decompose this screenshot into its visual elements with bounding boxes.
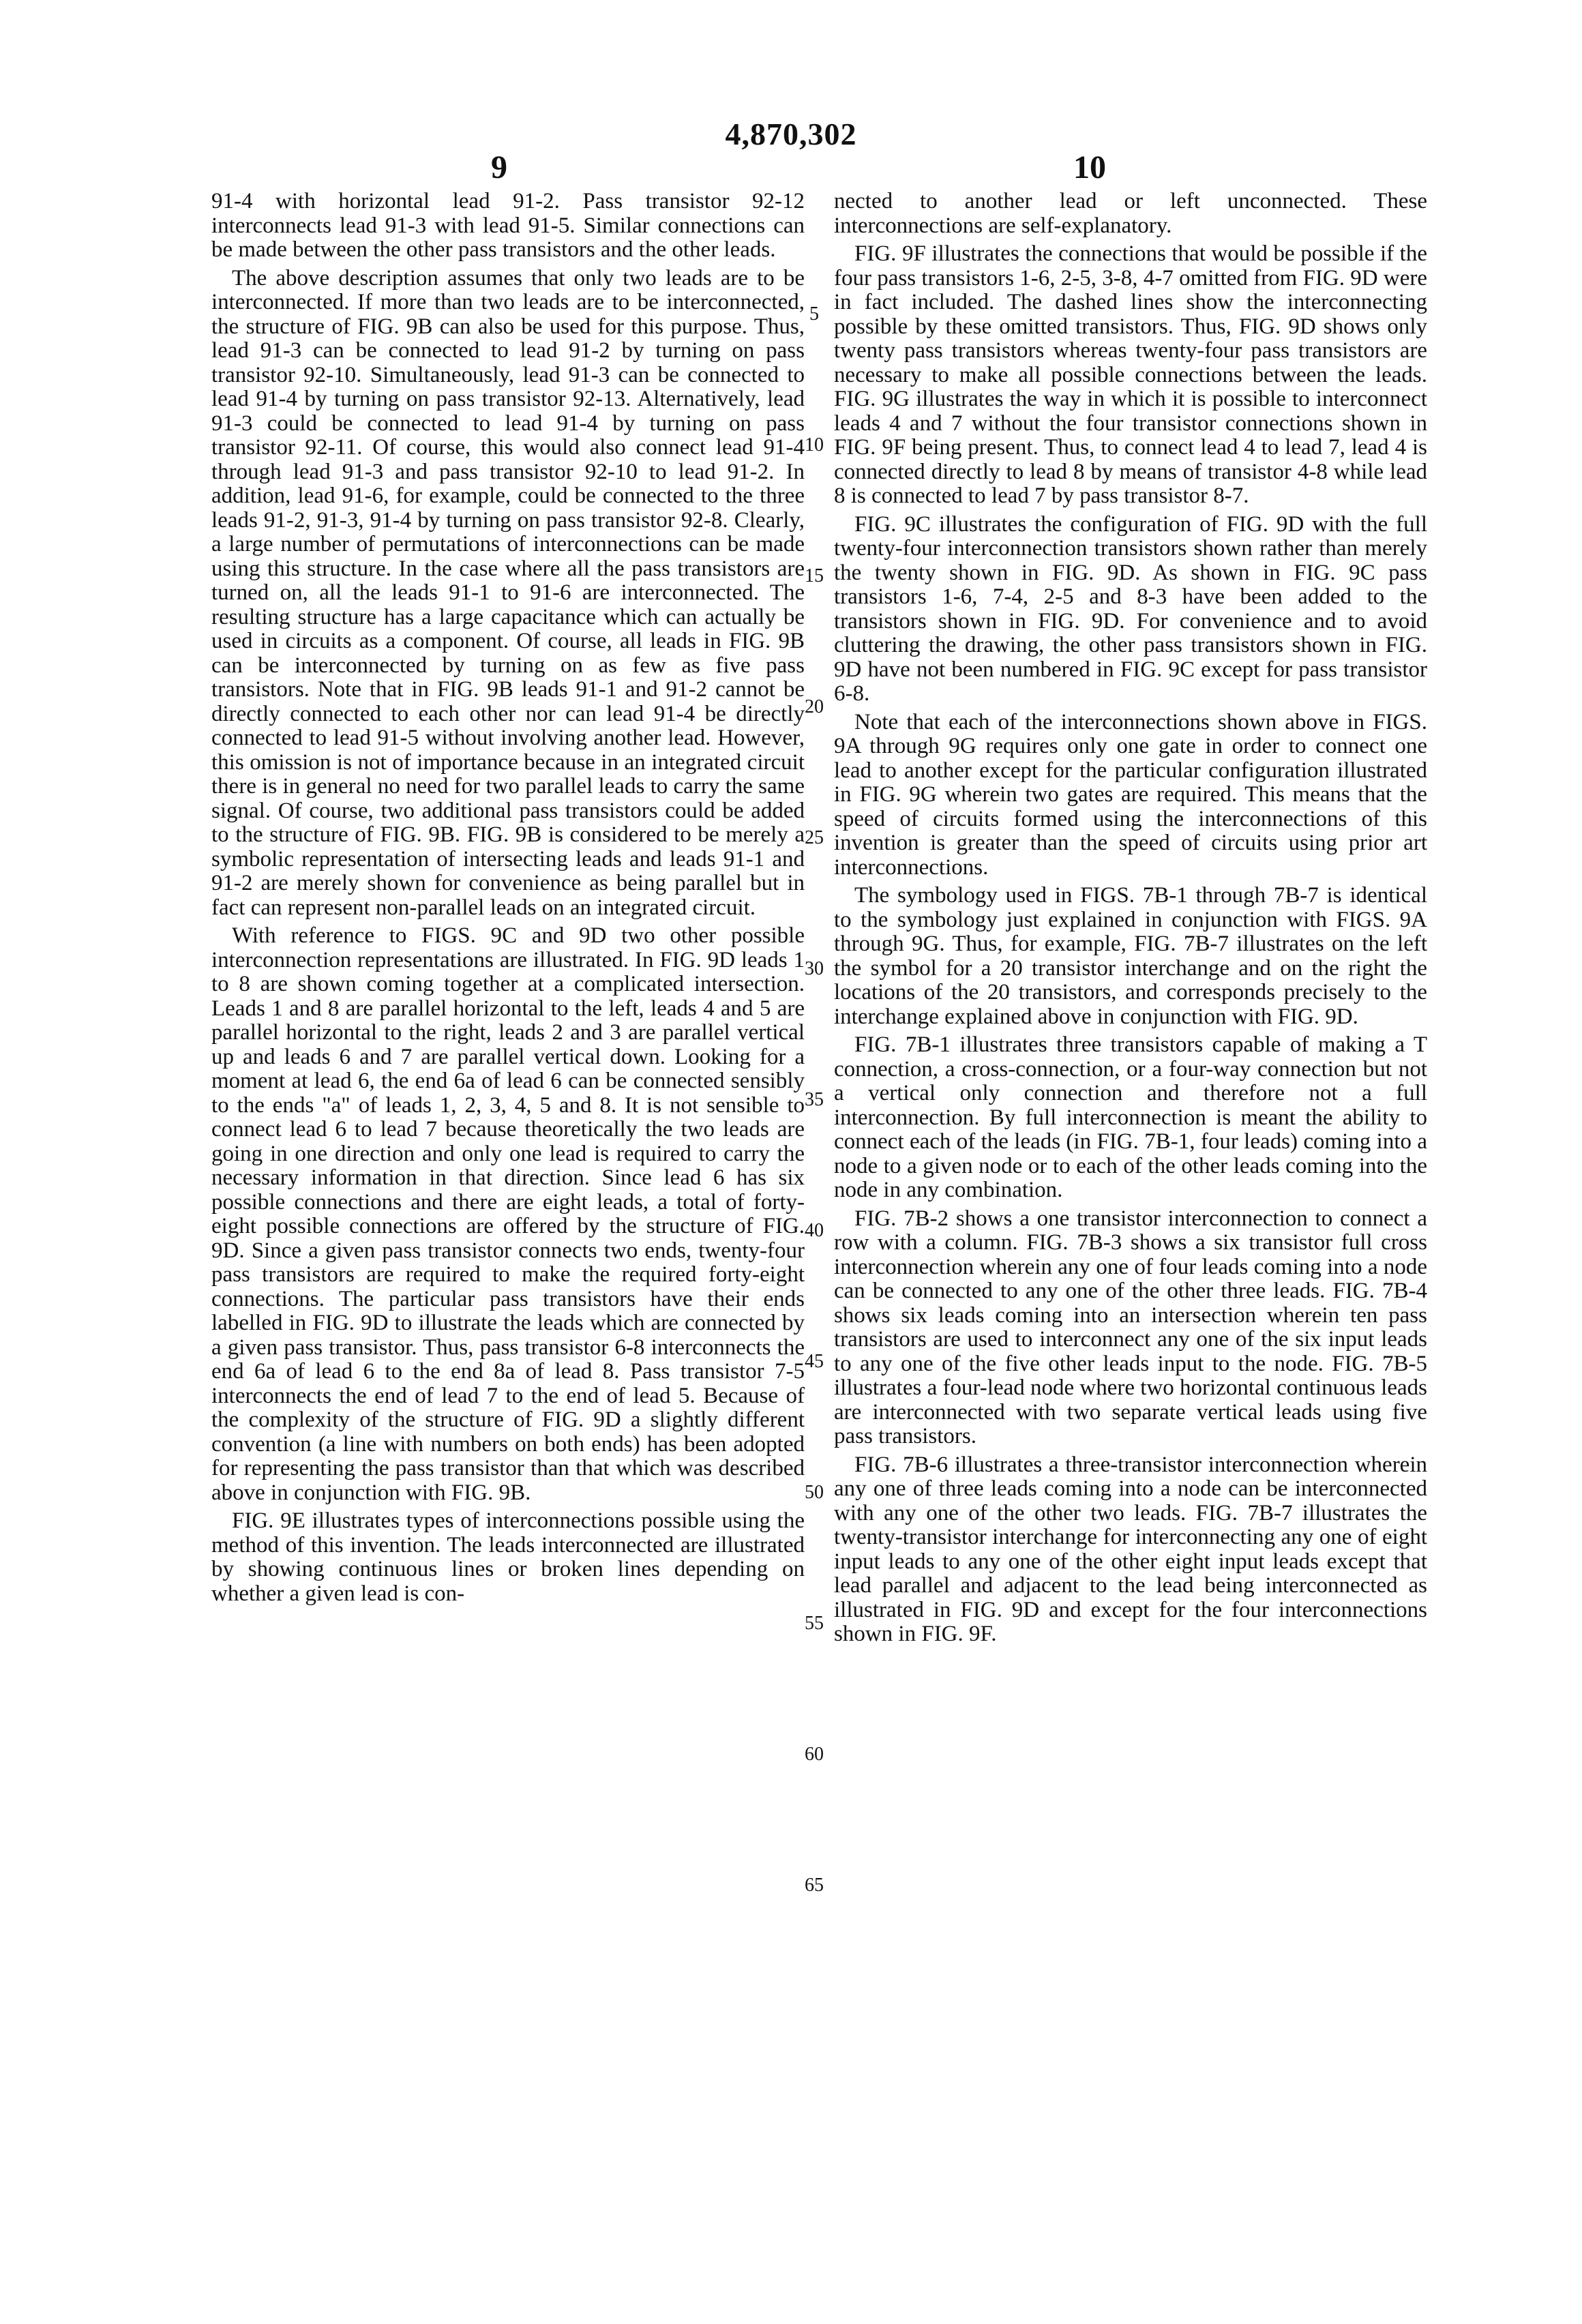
right-paragraph-6: FIG. 7B-1 illustrates three transistors capable of making a T connection, a cross-connection, or a four-way connection but not a vertical only connection and therefore not a full interconnection. By full interconnection is meant the ability to connect each of the leads (in FIG. 7B-1, four leads) coming into a node to a given node or to each of the other leads coming into the node in any combination. — [834, 1032, 1427, 1202]
line-number: 65 — [805, 1875, 824, 1896]
line-number: 30 — [805, 958, 824, 979]
right-paragraph-1: nected to another lead or left unconnected. These interconnections are self-explanatory. — [834, 189, 1427, 238]
line-number: 25 — [805, 827, 824, 848]
patent-number: 4,870,302 — [725, 117, 857, 151]
line-number: 55 — [805, 1613, 824, 1634]
line-number: 35 — [805, 1089, 824, 1110]
line-number: 50 — [805, 1482, 824, 1503]
line-number: 10 — [805, 434, 824, 456]
left-paragraph-1: 91-4 with horizontal lead 91-2. Pass transistor 92-12 interconnects lead 91-3 with lead 91-5. Similar connections can be made between the other pass transistors and the other leads. — [211, 189, 805, 262]
right-paragraph-8: FIG. 7B-6 illustrates a three-transistor interconnection wherein any one of three leads coming into a node can be interconnected with any one of the other two leads. FIG. 7B-7 illustrates the twenty-transistor interchange for interconnecting any one of eight input leads to any one of the other eight input leads except that lead parallel and adjacent to the lead being interconnected as illustrated in FIG. 9D and except for the four interconnections shown in FIG. 9F. — [834, 1452, 1427, 1646]
right-column — [834, 190, 1427, 1647]
line-number: 5 — [809, 303, 819, 325]
line-number: 20 — [805, 696, 824, 717]
page-number-left: 9 — [491, 149, 507, 185]
right-paragraph-4: Note that each of the interconnections shown above in FIGS. 9A through 9G requires only one gate in order to connect one lead to another except for the particular configuration illustrated in FIG. 9G wherein two gates are required. This means that the speed of circuits formed using the interconnections of this invention is greater than the speed of circuits using prior art interconnections. — [834, 709, 1427, 880]
right-paragraph-3: FIG. 9C illustrates the configuration of FIG. 9D with the full twenty-four interconnection transistors shown rather than merely the twenty shown in FIG. 9D. As shown in FIG. 9C pass transistors 1-6, 7-4, 2-5 and 8-3 have been added to the transistors shown in FIG. 9D. For convenience and to avoid cluttering the drawing, the other pass transistors shown in FIG. 9D have not been numbered in FIG. 9C except for pass transistor 6-8. — [834, 511, 1427, 706]
line-number: 40 — [805, 1220, 824, 1241]
left-paragraph-3: With reference to FIGS. 9C and 9D two other possible interconnection representations are illustrated. In FIG. 9D leads 1 to 8 are shown coming together at a complicated intersection. Leads 1 and 8 are parallel horizontal to the left, leads 4 and 5 are parallel horizontal to the right, leads 2 and 3 are parallel vertical up and leads 6 and 7 are parallel vertical down. Looking for a moment at lead 6, the end 6a of lead 6 can be connected sensibly to the ends "a" of leads 1, 2, 3, 4, 5 and 8. It is not sensible to connect lead 6 to lead 7 because theoretically the two leads are going in one direction and only one lead is required to carry the necessary information in that direction. Since lead 6 has six possible connections and there are eight leads, a total of forty-eight possible connections are offered by the structure of FIG. 9D. Since a given pass transistor connects two ends, twenty-four pass transistors are required to make the required forty-eight connections. The particular pass transistors have their ends labelled in FIG. 9D to illustrate the leads which are connected by a given pass transistor. Thus, pass transistor 6-8 interconnects the end 6a of lead 6 to the end 8a of lead 8. Pass transistor 7-5 interconnects the end of lead 7 to the end of lead 5. Because of the complexity of the structure of FIG. 9D a slightly different convention (a line with numbers on both ends) has been adopted for representing the pass transistor than that which was described above in conjunction with FIG. 9B. — [211, 923, 805, 1505]
right-paragraph-2: FIG. 9F illustrates the connections that would be possible if the four pass transistors 1-6, 2-5, 3-8, 4-7 omitted from FIG. 9D were in fact included. The dashed lines show the interconnecting possible by these omitted transistors. Thus, FIG. 9D shows only twenty pass transistors whereas twenty-four pass transistors are necessary to make all possible connections between the leads. FIG. 9G illustrates the way in which it is possible to interconnect leads 4 and 7 without the four transistor connections shown in FIG. 9F being present. Thus, to connect lead 4 to lead 7, lead 4 is connected directly to lead 8 by means of transistor 4-8 while lead 8 is connected to lead 7 by pass transistor 8-7. — [834, 241, 1427, 508]
right-paragraph-7: FIG. 7B-2 shows a one transistor interconnection to connect a row with a column. FIG. 7B-3 shows a six transistor full cross interconnection wherein any one of four leads coming into a node can be connected to any one of the other three leads. FIG. 7B-4 shows six leads coming into an intersection wherein ten pass transistors are used to interconnect any one of the six input leads to any one of the five other leads input to the node. FIG. 7B-5 illustrates a four-lead node where two horizontal continuous leads are interconnected with two separate vertical leads using five pass transistors. — [834, 1206, 1427, 1448]
page-number-right: 10 — [1073, 149, 1106, 185]
right-paragraph-5: The symbology used in FIGS. 7B-1 through 7B-7 is identical to the symbology just explained in conjunction with FIGS. 9A through 9G. Thus, for example, FIG. 7B-7 illustrates on the left the symbol for a 20 transistor interchange and on the right the locations of the 20 transistors, and corresponds precisely to the interchange explained above in conjunction with FIG. 9D. — [834, 883, 1427, 1029]
line-number: 45 — [805, 1351, 824, 1372]
line-number: 60 — [805, 1744, 824, 1765]
line-number: 15 — [805, 565, 824, 586]
left-paragraph-4: FIG. 9E illustrates types of interconnections possible using the method of this invention. The leads interconnected are illustrated by showing continuous lines or broken lines depending on whether a given lead is con- — [211, 1508, 805, 1606]
left-paragraph-2: The above description assumes that only two leads are to be interconnected. If more than two leads are to be interconnected, the structure of FIG. 9B can also be used for this purpose. Thus, lead 91-3 can be connected to lead 91-2 by turning on pass transistor 92-10. Simultaneously, lead 91-3 can be connected to lead 91-4 by turning on pass transistor 92-13. Alternatively, lead 91-3 could be connected to lead 91-4 by turning on pass transistor 92-11. Of course, this would also connect lead 91-4 through lead 91-3 and pass transistor 92-10 to lead 91-2. In addition, lead 91-6, for example, could be connected to the three leads 91-2, 91-3, 91-4 by turning on pass transistor 92-8. Clearly, a large number of permutations of interconnections can be made using this structure. In the case where all the pass transistors are turned on, all the leads 91-1 to 91-6 are interconnected. The resulting structure has a large capacitance which can actually be used in circuits as a component. Of course, all leads in FIG. 9B can be interconnected by turning on as few as five pass transistors. Note that in FIG. 9B leads 91-1 and 91-2 cannot be directly connected to each other nor can lead 91-4 be directly connected to lead 91-5 without involving another lead. However, this omission is not of importance because in an integrated circuit there is in general no need for two parallel leads to carry the same signal. Of course, two additional pass transistors could be added to the structure of FIG. 9B. FIG. 9B is considered to be merely a symbolic representation of intersecting leads and leads 91-1 and 91-2 are merely shown for convenience as being parallel but in fact can represent non-parallel leads on an integrated circuit. — [211, 265, 805, 920]
left-column — [211, 190, 805, 1606]
